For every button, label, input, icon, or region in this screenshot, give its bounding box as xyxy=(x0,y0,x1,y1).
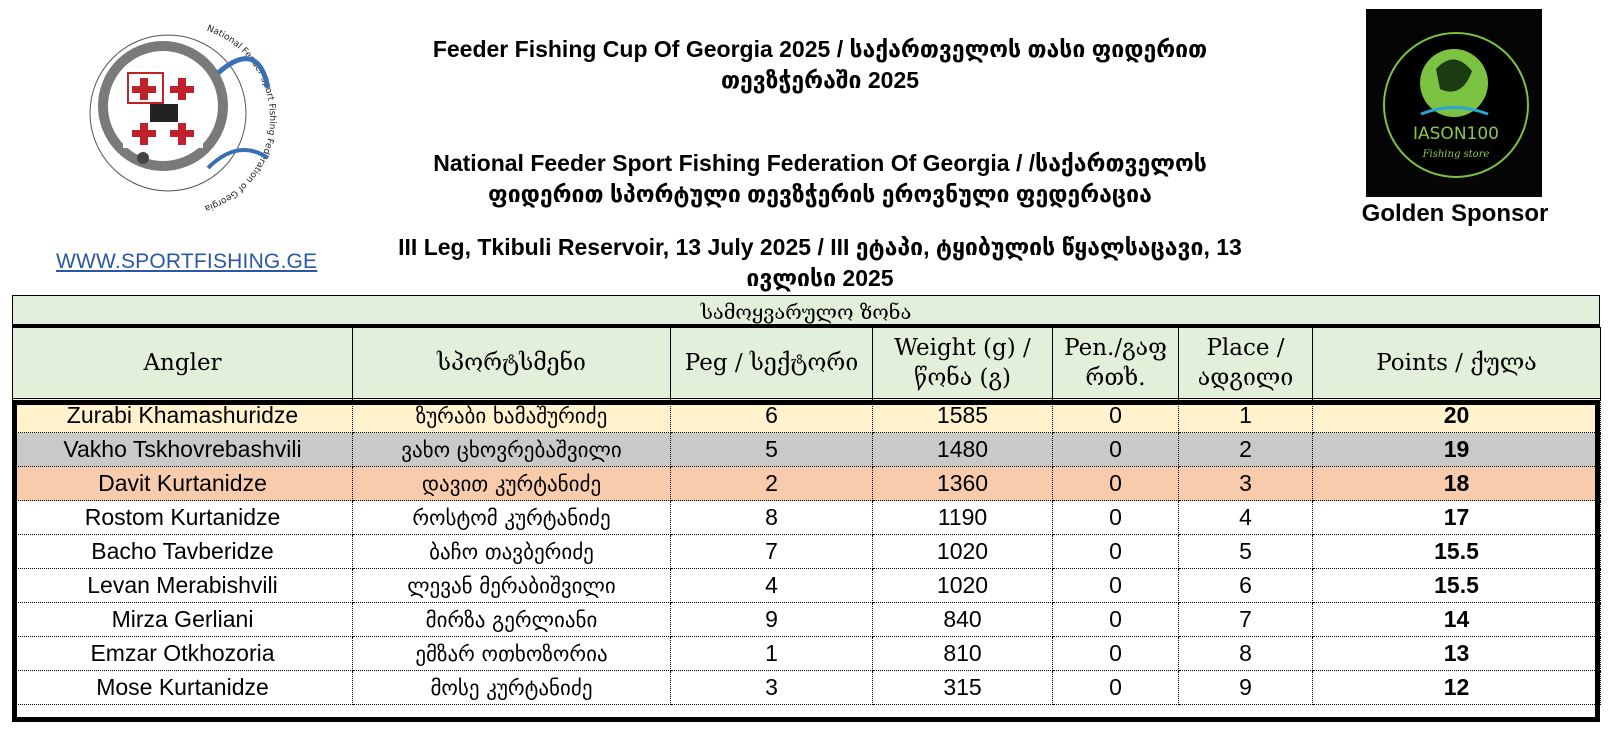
points-value: 13 xyxy=(1313,637,1601,671)
points-value: 19 xyxy=(1313,433,1601,467)
results-table xyxy=(12,327,1601,705)
penalty-value: 0 xyxy=(1053,501,1179,535)
sponsor-logo-sub: Fishing store xyxy=(1422,149,1490,160)
place-value: 9 xyxy=(1179,671,1313,705)
weight-value: 1585 xyxy=(873,399,1053,433)
place-value: 7 xyxy=(1179,603,1313,637)
col-angler: Angler xyxy=(13,328,353,399)
table-row xyxy=(13,671,1601,705)
peg-number: 6 xyxy=(671,399,873,433)
event-title-line2: ივლისი 2025 xyxy=(746,265,894,291)
place-value: 8 xyxy=(1179,637,1313,671)
angler-name: Rostom Kurtanidze xyxy=(13,501,353,535)
federation-title-line1: National Feeder Sport Fishing Federation Of Georgia / /საქართველოს xyxy=(433,150,1207,176)
table-row xyxy=(13,399,1601,433)
col-peg: Peg / სექტორი xyxy=(671,328,873,399)
place-value: 6 xyxy=(1179,569,1313,603)
table-row xyxy=(13,467,1601,501)
col-points: Points / ქულა xyxy=(1313,328,1601,399)
federation-title-line2: ფიდერით სპორტული თევზჭერის ეროვნული ფედერაცია xyxy=(488,181,1152,207)
federation-logo xyxy=(68,18,288,218)
place-value: 5 xyxy=(1179,535,1313,569)
angler-name: Levan Merabishvili xyxy=(13,569,353,603)
weight-value: 840 xyxy=(873,603,1053,637)
website-link[interactable]: WWW.SPORTFISHING.GE xyxy=(56,250,318,273)
angler-name: Zurabi Khamashuridze xyxy=(13,399,353,433)
points-value: 15.5 xyxy=(1313,535,1601,569)
penalty-value: 0 xyxy=(1053,671,1179,705)
table-row xyxy=(13,501,1601,535)
peg-number: 4 xyxy=(671,569,873,603)
peg-number: 1 xyxy=(671,637,873,671)
peg-number: 2 xyxy=(671,467,873,501)
angler-name: Emzar Otkhozoria xyxy=(13,637,353,671)
georgian-name: ვახო ცხოვრებაშვილი xyxy=(353,433,671,467)
georgian-name: მოსე კურტანიძე xyxy=(353,671,671,705)
table-row xyxy=(13,603,1601,637)
place-value: 3 xyxy=(1179,467,1313,501)
angler-name: Davit Kurtanidze xyxy=(13,467,353,501)
col-place: Place / ადგილი xyxy=(1179,328,1313,399)
event-title xyxy=(340,232,1300,294)
peg-number: 5 xyxy=(671,433,873,467)
header-row xyxy=(13,328,1601,399)
peg-number: 3 xyxy=(671,671,873,705)
penalty-value: 0 xyxy=(1053,535,1179,569)
penalty-value: 0 xyxy=(1053,637,1179,671)
penalty-value: 0 xyxy=(1053,569,1179,603)
zone-title: სამოყვარულო ზონა xyxy=(12,295,1600,327)
points-value: 14 xyxy=(1313,603,1601,637)
penalty-value: 0 xyxy=(1053,467,1179,501)
cup-title-line2: თევზჭერაში 2025 xyxy=(720,67,920,93)
angler-name: Bacho Tavberidze xyxy=(13,535,353,569)
col-penalty: Pen./გაფ რთხ. xyxy=(1053,328,1179,399)
cup-title-line1: Feeder Fishing Cup Of Georgia 2025 / საქართველოს თასი ფიდერით xyxy=(432,36,1208,62)
penalty-value: 0 xyxy=(1053,399,1179,433)
angler-name: Vakho Tskhovrebashvili xyxy=(13,433,353,467)
federation-title xyxy=(340,148,1300,210)
sponsor-logo xyxy=(1366,9,1542,197)
weight-value: 1020 xyxy=(873,535,1053,569)
points-value: 18 xyxy=(1313,467,1601,501)
penalty-value: 0 xyxy=(1053,603,1179,637)
col-georgian-name: სპორტსმენი xyxy=(353,328,671,399)
sponsor-label: Golden Sponsor xyxy=(1361,200,1549,227)
angler-name: Mirza Gerliani xyxy=(13,603,353,637)
points-value: 12 xyxy=(1313,671,1601,705)
peg-number: 7 xyxy=(671,535,873,569)
peg-number: 9 xyxy=(671,603,873,637)
table-row xyxy=(13,637,1601,671)
place-value: 1 xyxy=(1179,399,1313,433)
georgian-name: როსტომ კურტანიძე xyxy=(353,501,671,535)
cup-title xyxy=(340,34,1300,96)
table-row xyxy=(13,433,1601,467)
points-value: 17 xyxy=(1313,501,1601,535)
weight-value: 1020 xyxy=(873,569,1053,603)
points-value: 20 xyxy=(1313,399,1601,433)
event-title-line1: III Leg, Tkibuli Reservoir, 13 July 2025 / III ეტაპი, ტყიბულის წყალსაცავი, 13 xyxy=(398,234,1242,260)
peg-number: 8 xyxy=(671,501,873,535)
points-value: 15.5 xyxy=(1313,569,1601,603)
svg-text:National Feeder Sport Fishing: National Feeder Sport Fishing Federation of Georgia xyxy=(203,23,278,213)
col-weight: Weight (g) / წონა (გ) xyxy=(873,328,1053,399)
place-value: 2 xyxy=(1179,433,1313,467)
sponsor-logo-text: IASON100 xyxy=(1413,124,1499,144)
georgian-name: ბაჩო თავბერიძე xyxy=(353,535,671,569)
weight-value: 810 xyxy=(873,637,1053,671)
georgian-name: დავით კურტანიძე xyxy=(353,467,671,501)
table-row xyxy=(13,535,1601,569)
angler-name: Mose Kurtanidze xyxy=(13,671,353,705)
place-value: 4 xyxy=(1179,501,1313,535)
georgian-name: ზურაბი ხამაშურიძე xyxy=(353,399,671,433)
penalty-value: 0 xyxy=(1053,433,1179,467)
georgian-name: მირზა გერლიანი xyxy=(353,603,671,637)
georgian-name: ემზარ ოთხოზორია xyxy=(353,637,671,671)
weight-value: 1480 xyxy=(873,433,1053,467)
table-row xyxy=(13,569,1601,603)
georgian-name: ლევან მერაბიშვილი xyxy=(353,569,671,603)
weight-value: 1190 xyxy=(873,501,1053,535)
weight-value: 315 xyxy=(873,671,1053,705)
weight-value: 1360 xyxy=(873,467,1053,501)
